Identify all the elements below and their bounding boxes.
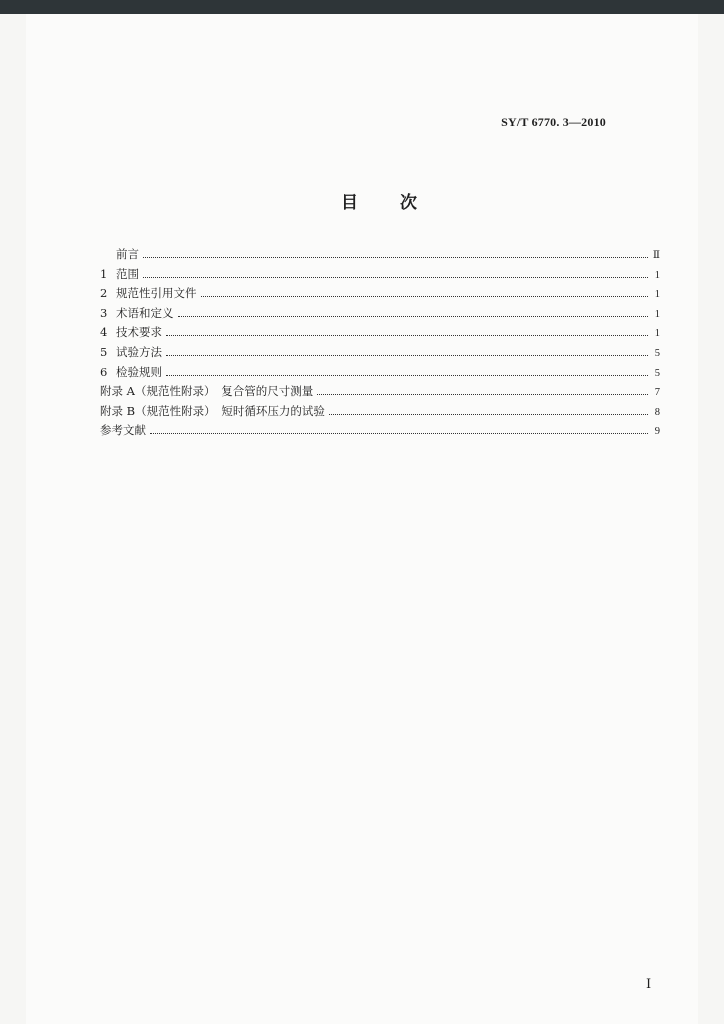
toc-entry-normative-references[interactable]	[100, 285, 660, 305]
document-page	[26, 14, 698, 1024]
toc-entry-page: 1	[654, 269, 660, 281]
toc-entry-number: 6	[100, 364, 108, 379]
toc-entry-foreword[interactable]	[100, 246, 660, 266]
toc-entry-scope[interactable]	[100, 266, 660, 286]
toc-entry-number: 5	[100, 344, 108, 359]
toc-entry-label: 术语和定义	[116, 305, 174, 320]
toc-entry-page: 7	[654, 387, 660, 399]
toc-leader-dots	[178, 316, 649, 317]
scan-border	[0, 0, 724, 14]
toc-leader-dots	[150, 433, 648, 434]
toc-entry-page: 8	[654, 406, 660, 418]
toc-entry-page: 1	[654, 328, 660, 340]
toc-entry-annex-b[interactable]	[100, 403, 660, 423]
toc-entry-number: 2	[100, 286, 108, 301]
toc-entry-inspection-rules[interactable]	[100, 364, 660, 384]
toc-entry-bibliography[interactable]	[100, 422, 660, 442]
toc-leader-dots	[166, 355, 648, 356]
toc-entry-test-methods[interactable]	[100, 344, 660, 364]
toc-title: 目次	[341, 193, 459, 213]
toc-entry-page: 1	[654, 289, 660, 301]
toc-entry-label: 前言	[116, 247, 139, 261]
toc-entry-page: 1	[654, 308, 660, 320]
toc-leader-dots	[166, 335, 648, 336]
toc-entry-label: 试验方法	[116, 344, 162, 359]
toc-entry-page: Ⅱ	[652, 250, 660, 261]
toc-entry-page: 5	[654, 367, 660, 379]
table-of-contents	[100, 246, 660, 442]
page-number: Ⅰ	[646, 976, 652, 991]
toc-entry-label: 附录 B（规范性附录） 短时循环压力的试验	[100, 403, 325, 418]
toc-entry-label: 附录 A（规范性附录） 复合管的尺寸测量	[100, 384, 314, 399]
toc-entry-page: 9	[654, 426, 660, 438]
toc-entry-number: 1	[100, 266, 108, 281]
toc-entry-label: 参考文献	[100, 423, 146, 438]
toc-leader-dots	[329, 414, 648, 415]
toc-entry-label: 规范性引用文件	[116, 286, 197, 301]
toc-entry-technical-requirements[interactable]	[100, 324, 660, 344]
toc-leader-dots	[317, 394, 648, 395]
toc-leader-dots	[201, 296, 649, 297]
toc-leader-dots	[143, 277, 648, 278]
toc-entry-label: 技术要求	[116, 325, 162, 340]
toc-entry-terms-definitions[interactable]	[100, 305, 660, 325]
toc-leader-dots	[143, 257, 648, 258]
toc-entry-page: 5	[654, 347, 660, 359]
toc-entry-label: 范围	[116, 266, 139, 281]
toc-entry-label: 检验规则	[116, 364, 162, 379]
toc-entry-annex-a[interactable]	[100, 383, 660, 403]
toc-entry-number: 4	[100, 325, 108, 340]
toc-entry-number: 3	[100, 305, 108, 320]
document-code: SY/T 6770. 3—2010	[501, 115, 606, 129]
toc-leader-dots	[166, 375, 648, 376]
